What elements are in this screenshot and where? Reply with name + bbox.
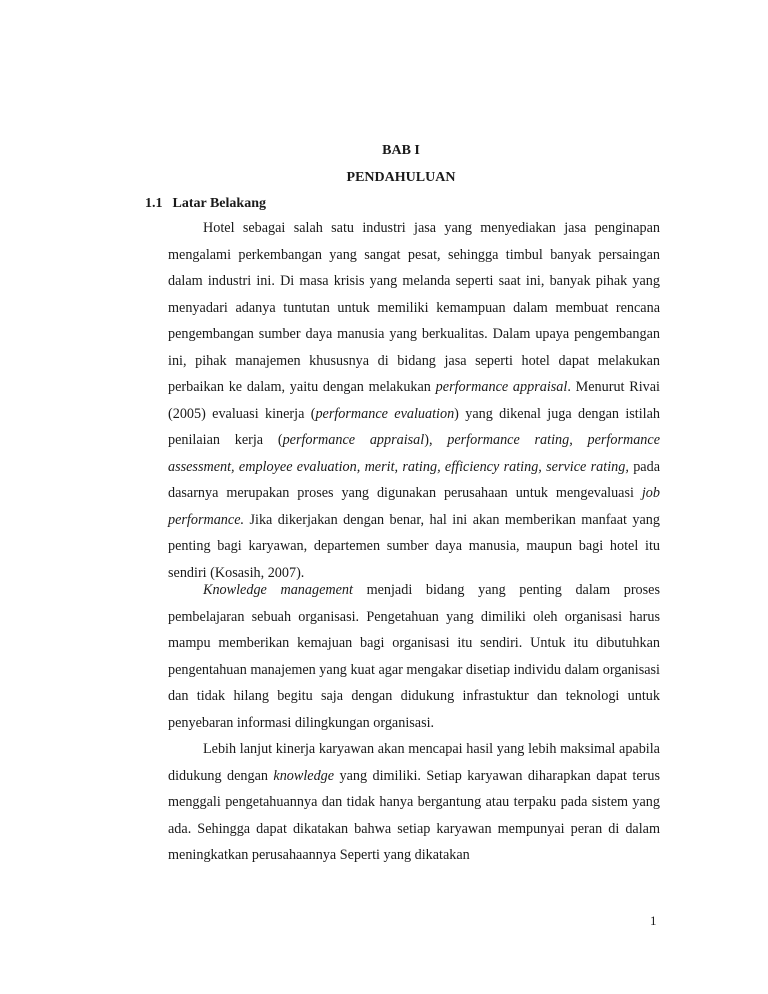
paragraph-text: . Menurut Rivai (2005) evaluasi kinerja ( xyxy=(168,379,660,422)
italic-term: performance appraisal xyxy=(435,379,568,395)
chapter-heading: BAB I xyxy=(382,143,420,158)
italic-term: performance appraisal xyxy=(282,432,425,448)
page-number: 1 xyxy=(650,913,657,928)
paragraph-1 xyxy=(168,215,660,586)
italic-term: job performance. xyxy=(168,485,660,528)
section-title: Latar Belakang xyxy=(172,196,266,211)
paragraph-text: Lebih lanjut kinerja karyawan akan mencapai hasil yang lebih maksimal apabila didukung dengan xyxy=(168,741,660,784)
paragraph-text: ), xyxy=(424,432,448,448)
paragraph-text: menjadi bidang yang penting dalam proses pembelajaran sebuah organisasi. Pengetahuan yang dimiliki oleh organisasi harus mampu memberikan kemajuan bagi organisasi itu sendiri. Untuk itu dibutuhkan pengentahuan manajemen yang kuat agar mengakar disetiap individu dalam organisasi dan tidak hilang begitu saja dengan didukung infrastuktur dan teknologi untuk penyebaran informasi dilingkungan organisasi. xyxy=(168,582,660,731)
section-number: 1.1 xyxy=(145,196,163,211)
paragraph-3 xyxy=(168,736,660,869)
paragraph-text: ) yang dikenal juga dengan istilah penilaian kerja ( xyxy=(168,405,661,448)
paragraph-text: Jika dikerjakan dengan benar, hal ini akan memberikan manfaat yang penting bagi karyawan, departemen sumber daya manusia, maupun bagi hotel itu sendiri (Kosasih, 2007). xyxy=(168,511,660,581)
italic-term: performance rating, performance assessment, employee evaluation, merit, rating, efficiency rating, service rating, xyxy=(168,432,660,475)
italic-term: knowledge xyxy=(273,767,335,784)
section-heading xyxy=(145,195,266,213)
paragraph-2 xyxy=(168,577,660,736)
italic-term: performance evaluation xyxy=(315,405,455,422)
paragraph-text: yang dimiliki. Setiap karyawan diharapkan dapat terus menggali pengetahuannya dan tidak hanya bergantung atau terpaku pada sistem yang ada. Sehingga dapat dikatakan bahwa setiap karyawan mempunyai peran di dalam meningkatkan perusahaannya Seperti yang dikatakan xyxy=(168,767,660,863)
paragraph-text: pada dasarnya merupakan proses yang digunakan perusahaan untuk mengevaluasi xyxy=(168,458,660,501)
italic-term: Knowledge management xyxy=(203,582,353,598)
chapter-title: PENDAHULUAN xyxy=(346,170,456,185)
paragraph-text: Hotel sebagai salah satu industri jasa yang menyediakan jasa penginapan mengalami perkembangan yang sangat pesat, sehingga timbul banyak persaingan dalam industri ini. Di masa krisis yang melanda seperti saat ini, banyak pihak yang menyadari adanya tuntutan untuk memiliki kemampuan dalam membuat rencana pengembangan sumber daya manusia yang berkualitas. Dalam upaya pengembangan ini, pihak manajemen khususnya di bidang jasa seperti hotel dapat melakukan perbaikan ke dalam, yaitu dengan melakukan xyxy=(168,220,660,395)
